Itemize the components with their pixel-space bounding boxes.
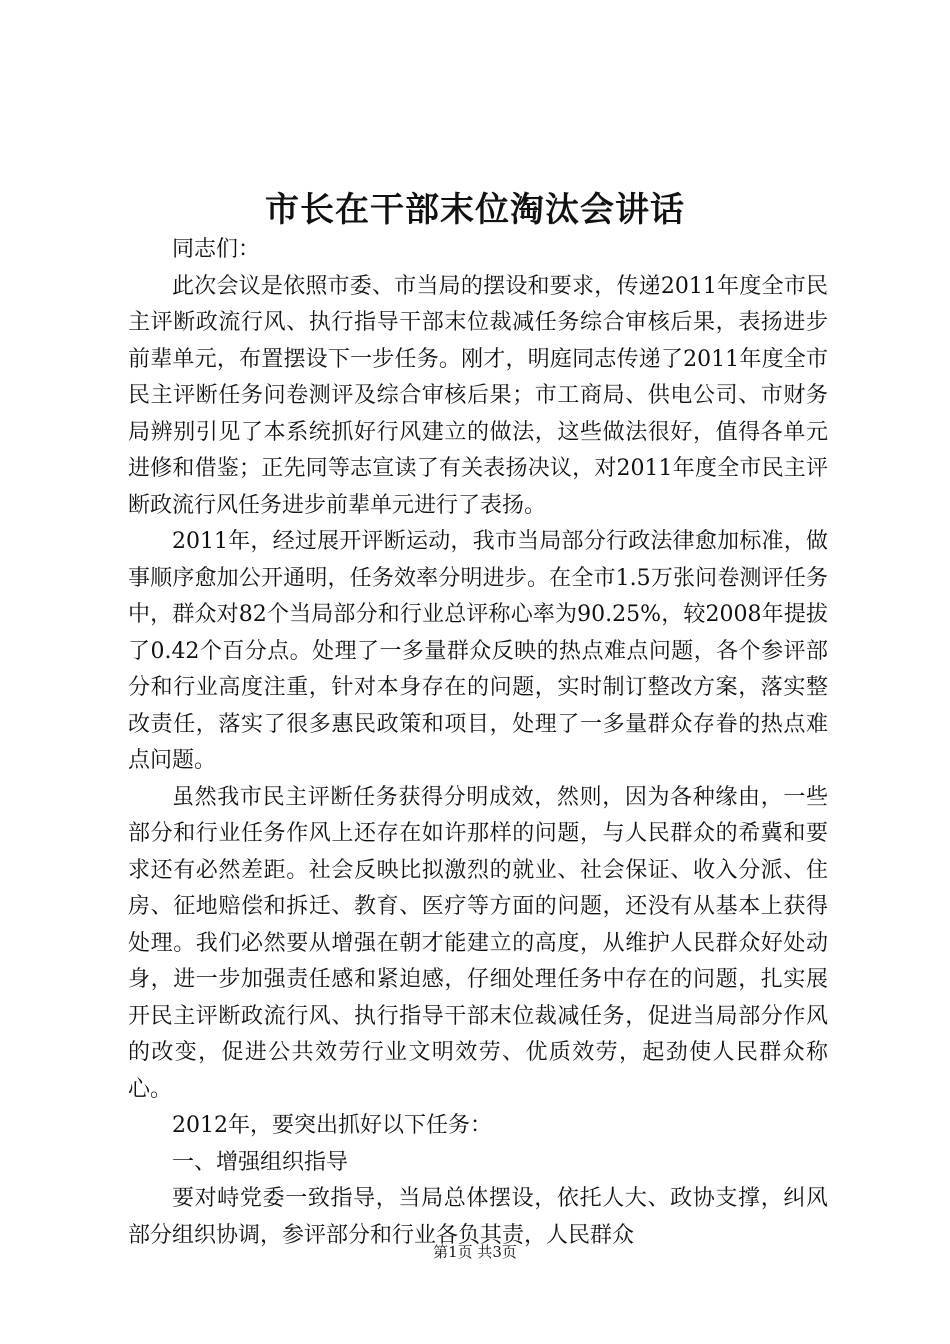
salutation: 同志们： — [172, 237, 261, 262]
section-heading-1: 一、增强组织指导 — [172, 1149, 349, 1175]
document-body — [128, 232, 828, 1254]
page-number: 第1页 共3页 — [433, 1243, 517, 1261]
paragraph-3: 虽然我市民主评断任务获得分明成效，然则，因为各种缘由，一些部分和行业任务作风上还存在如许那样的问题，与人民群众的希冀和要求还有必然差距。社会反映比拟激烈的就业、社会保证、收入分派、住房、征地赔偿和拆迁、教育、医疗等方面的问题，还没有从基本上获得处理。我们必然要从增强在朝才能建立的高度，从维护人民群众好处动身，进一步加强责任感和紧迫感，仔细处理任务中存在的问题，扎实展开民主评断政流行风、执行指导干部末位裁减任务，促进当局部分作风的改变，促进公共效劳行业文明效劳、优质效劳，起劲使人民群众称心。 — [128, 784, 828, 1102]
paragraph-1: 此次会议是依照市委、市当局的摆设和要求，传递2011年度全市民主评断政流行风、执行指导干部末位裁减任务综合审核后果，表扬进步前辈单元，布置摆设下一步任务。刚才，明庭同志传递了2011年度全市民主评断任务问卷测评及综合审核后果；市工商局、供电公司、市财务局辨别引见了本系统抓好行风建立的做法，这些做法很好，值得各单元进修和借鉴；正先同等志宣读了有关表扬决议，对2011年度全市民主评断政流行风任务进步前辈单元进行了表扬。 — [128, 273, 828, 518]
paragraph-2: 2011年，经过展开评断运动，我市当局部分行政法律愈加标准，做事顺序愈加公开通明，任务效率分明进步。在全市1.5万张问卷测评任务中，群众对82个当局部分和行业总评称心率为90.25%，较2008年提拔了0.42个百分点。处理了一多量群众反映的热点难点问题，各个参评部分和行业高度注重，针对本身存在的问题，实时制订整改方案，落实整改责任，落实了很多惠民政策和项目，处理了一多量群众存眷的热点难点问题。 — [128, 529, 828, 773]
document-title: 市长在干部末位淘汰会讲话 — [265, 190, 685, 230]
paragraph-5: 要对峙党委一致指导，当局总体摆设，依托人大、政协支撑，纠风部分组织协调，参评部分和行业各负其责，人民群众 — [128, 1186, 828, 1248]
paragraph-4: 2012年，要突出抓好以下任务： — [172, 1113, 492, 1138]
